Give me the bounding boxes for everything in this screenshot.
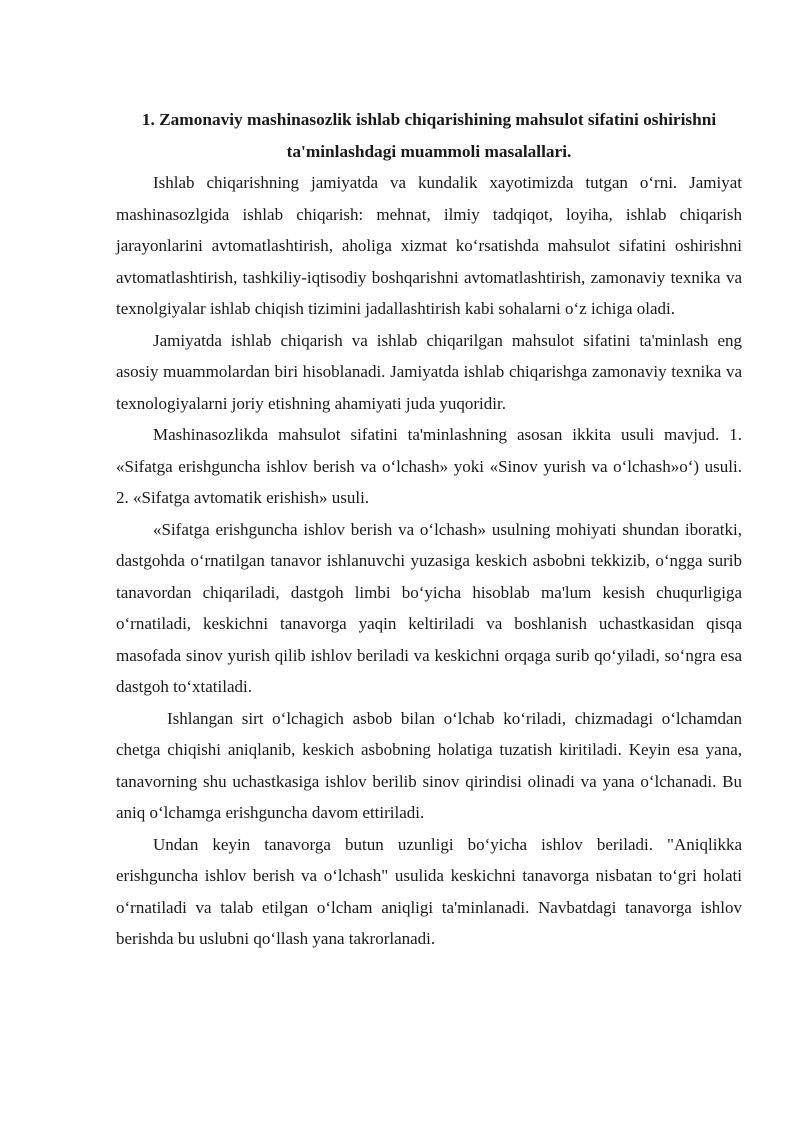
paragraph-measurement: Ishlangan sirt o‘lchagich asbob bilan o‘lchab ko‘riladi, chizmadagi o‘lchamdan chetga chiqishi aniqlanib, keskich asbobning holatiga tuzatish kiritiladi. Keyin esa yana, tanavorning shu uchastkasiga ishlov berilib sinov qirindisi olinadi va yana o‘lchanadi. Bu aniq o‘lchamga erishguncha davom ettiriladi.	[116, 708, 742, 822]
paragraph-intro: Ishlab chiqarishning jamiyatda va kundalik xayotimizda tutgan o‘rni. Jamiyat mashinasozlgida ishlab chiqarish: mehnat, ilmiy tadqiqot, loyiha, ishlab chiqarish jarayonlarini avtomatlashtirish, aholiga xizmat ko‘rsatishda mahsulot sifatini oshirishni avtomatlashtirish, tashkiliy-iqtisodiy boshqarishni avtomatlashtirish, zamonaviy texnika va texnolgiyalar ishlab chiqish tizimini jadallashtirish kabi sohalarni o‘z ichiga oladi.	[116, 173, 742, 318]
paragraph-quality-problem: Jamiyatda ishlab chiqarish va ishlab chiqarilgan mahsulot sifatini ta'minlash eng asosiy muammolardan biri hisoblanadi. Jamiyatda ishlab chiqarishga zamonaviy texnika va texnologiyalarni joriy etishning ahamiyati juda yuqoridir.	[116, 330, 742, 413]
paragraph-method-essence: «Sifatga erishguncha ishlov berish va o‘lchash» usulning mohiyati shundan iboratki, dastgohda o‘rnatilgan tanavor ishlanuvchi yuzasiga keskich asbobni tekkizib, o‘ngga surib tanavordan chiqariladi, dastgoh limbi bo‘yicha hisoblab ma'lum kesish chuqurligiga o‘rnatiladi, keskichni tanavorga yaqin keltiriladi va boshlanish uchastkasidan qisqa masofada sinov yurish qilib ishlov beriladi va keskichni orqaga surib qo‘yiladi, so‘ngra esa dastgoh to‘xtatiladi.	[116, 519, 742, 696]
paragraph-full-length: Undan keyin tanavorga butun uzunligi bo‘yicha ishlov beriladi. "Aniqlikka erishguncha ishlov berish va o‘lchash" usulida keskichni tanavorga nisbatan to‘gri holati o‘rnatiladi va talab etilgan o‘lcham aniqligi ta'minlanadi. Navbatdagi tanavorga ishlov berishda bu uslubni qo‘llash yana takrorlanadi.	[116, 834, 742, 948]
paragraph-methods: Mashinasozlikda mahsulot sifatini ta'minlashning asosan ikkita usuli mavjud. 1. «Sifatga erishguncha ishlov berish va o‘lchash» yoki «Sinov yurish va o‘lchash»o‘) usuli. 2. «Sifatga avtomatik erishish» usuli.	[116, 425, 742, 507]
document-title: 1. Zamonaviy mashinasozlik ishlab chiqarishining mahsulot sifatini oshirishni ta'minlashdagi muammoli masalallari.	[141, 110, 717, 161]
document-page	[116, 104, 742, 955]
